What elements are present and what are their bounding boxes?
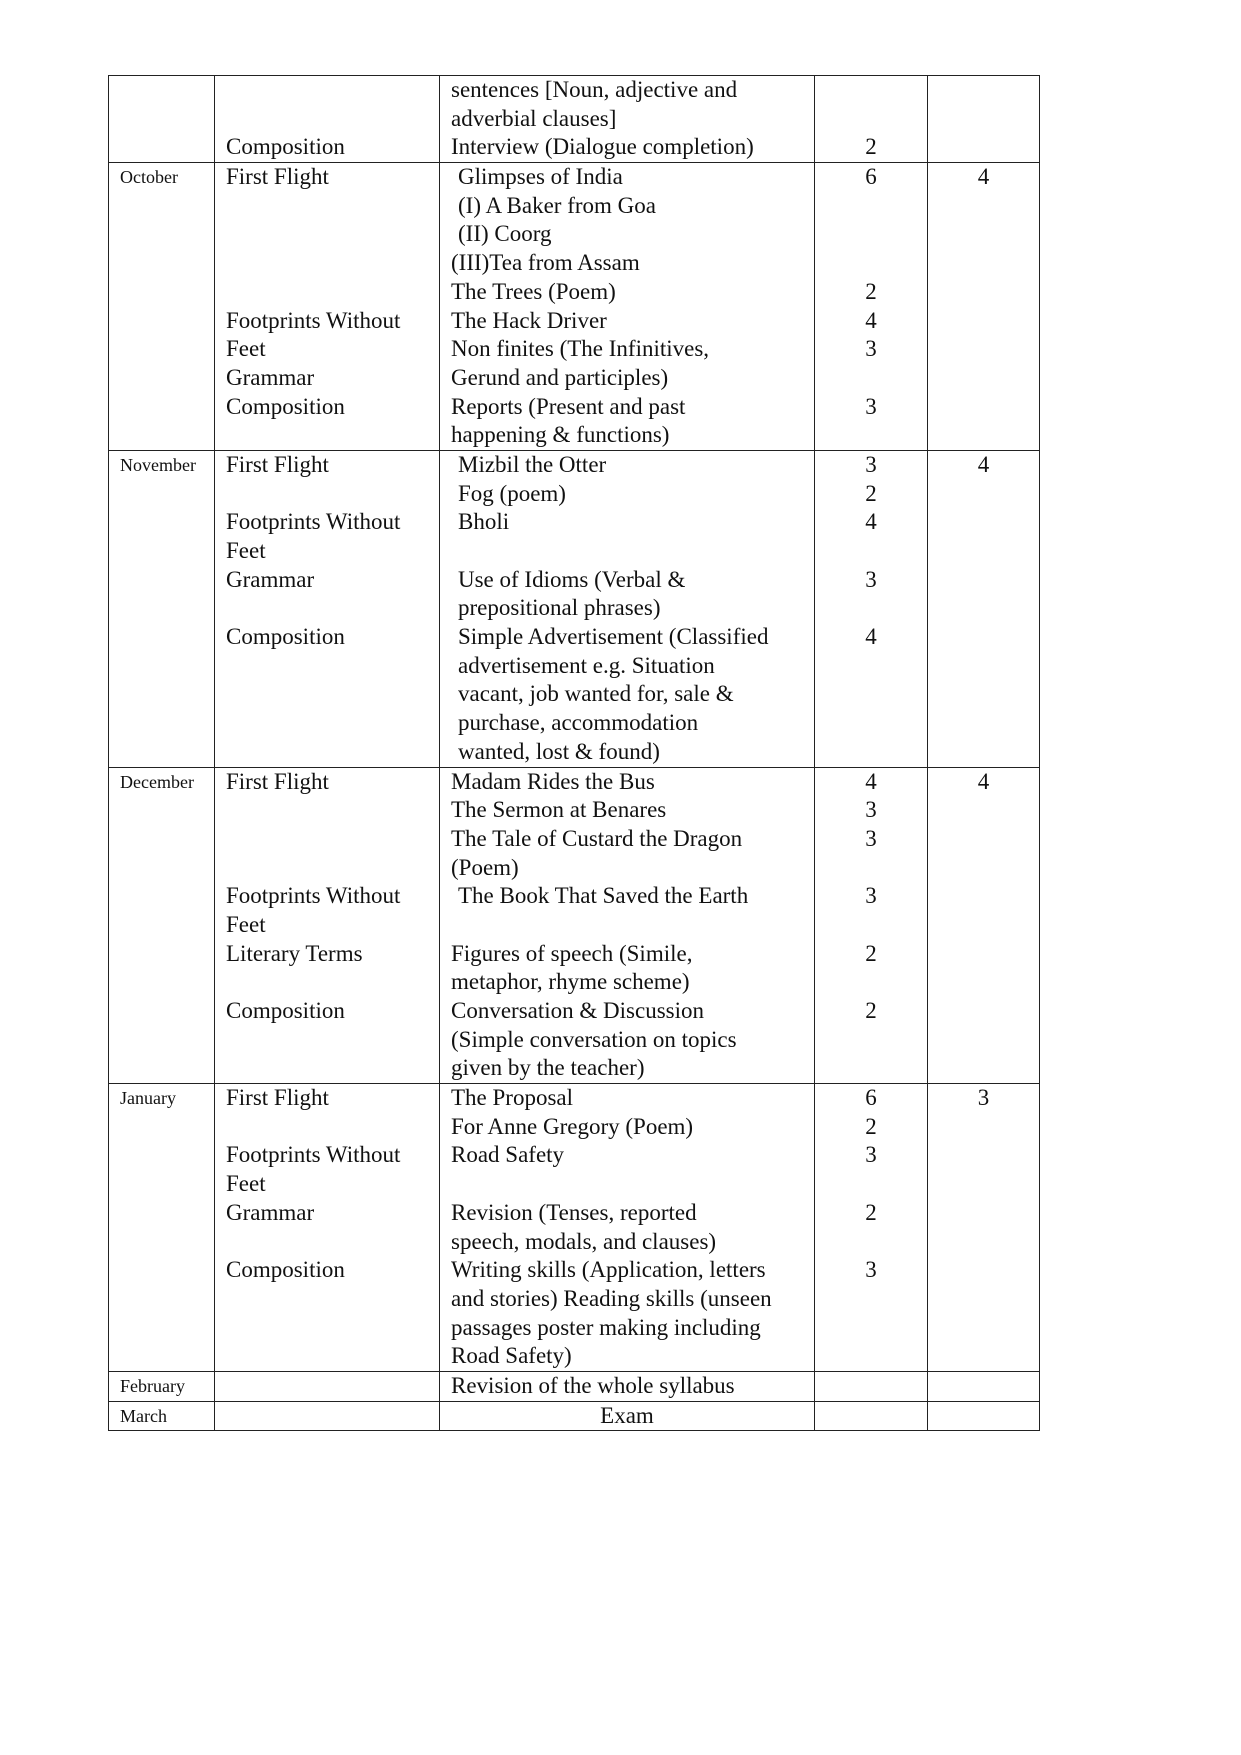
- topic-text: The Proposal: [451, 1085, 574, 1111]
- book-label: Literary Terms: [226, 940, 363, 966]
- periods-value: 3: [865, 797, 877, 823]
- book-label: [215, 968, 439, 997]
- month-label: November: [120, 454, 196, 475]
- topic-cell: [440, 1084, 815, 1372]
- book-label: Composition: [226, 393, 345, 419]
- book-label: Footprints Without: [226, 307, 401, 333]
- book-label: [215, 192, 439, 221]
- periods-value: 4: [865, 768, 877, 794]
- topic-text: Reports (Present and past: [451, 393, 686, 419]
- book-label: [215, 278, 439, 307]
- topic-text: passages poster making including: [451, 1314, 761, 1340]
- weeks-cell: [928, 450, 1040, 767]
- book-label: [215, 1342, 439, 1371]
- weeks-value: [928, 76, 1039, 105]
- topic-text: purchase, accommodation: [458, 710, 699, 736]
- periods-value: [815, 220, 927, 249]
- book-label: Composition: [226, 998, 345, 1023]
- book-label: [215, 680, 439, 709]
- book-label: First Flight: [226, 164, 329, 190]
- month-cell: [109, 450, 215, 767]
- book-label: Feet: [226, 336, 266, 362]
- periods-value: 2: [865, 134, 877, 160]
- table-row: [109, 450, 1040, 767]
- periods-value: 4: [865, 624, 877, 650]
- periods-value: [815, 105, 927, 134]
- topic-text: Mizbil the Otter: [458, 451, 607, 477]
- topic-text: speech, modals, and clauses): [451, 1228, 717, 1254]
- topic-text: Bholi: [458, 509, 510, 535]
- book-label: Footprints Without: [226, 1142, 401, 1168]
- periods-value: 3: [865, 1142, 877, 1168]
- periods-value: 2: [865, 1199, 877, 1225]
- topic-text: (I) A Baker from Goa: [458, 192, 656, 218]
- topic-text: Gerund and participles): [451, 364, 669, 390]
- weeks-cell: [928, 1371, 1040, 1401]
- periods-value: 2: [865, 480, 877, 506]
- periods-value: 2: [865, 940, 877, 966]
- book-cell: [215, 163, 440, 451]
- periods-value: [815, 680, 927, 709]
- book-label: [215, 1113, 439, 1142]
- weeks-cell: [928, 1084, 1040, 1372]
- topic-cell: [440, 76, 815, 163]
- periods-value: [815, 968, 927, 997]
- book-label: [215, 220, 439, 249]
- book-label: Feet: [226, 911, 266, 937]
- topic-text: The Book That Saved the Earth: [458, 883, 749, 909]
- book-label: Grammar: [226, 566, 315, 592]
- book-label: Composition: [226, 1257, 345, 1283]
- periods-value: 3: [865, 1257, 877, 1283]
- topic-text: Figures of speech (Simile,: [451, 940, 693, 966]
- weeks-value: 3: [977, 1085, 990, 1111]
- periods-value: [815, 1285, 927, 1314]
- book-label: Composition: [226, 624, 345, 650]
- book-label: Feet: [226, 1171, 266, 1197]
- topic-text: [440, 911, 814, 940]
- periods-value: [815, 709, 927, 738]
- month-label: [120, 76, 214, 105]
- periods-value: [815, 1026, 927, 1055]
- periods-value: [815, 1054, 927, 1083]
- table-row: [109, 1401, 1040, 1431]
- month-cell: [109, 1084, 215, 1372]
- periods-value: 4: [865, 307, 877, 333]
- book-label: [215, 709, 439, 738]
- periods-value: [815, 1170, 927, 1199]
- book-cell: [215, 1371, 440, 1401]
- topic-text: Writing skills (Application, letters: [451, 1257, 766, 1283]
- topic-text: The Trees (Poem): [451, 278, 616, 304]
- book-label: Grammar: [226, 364, 315, 390]
- periods-value: 2: [865, 998, 877, 1023]
- periods-value: [815, 192, 927, 221]
- book-label: Footprints Without: [226, 509, 401, 535]
- topic-text: (Poem): [451, 854, 519, 880]
- topic-text: given by the teacher): [451, 1055, 645, 1081]
- periods-cell: [815, 450, 928, 767]
- book-label: [215, 1026, 439, 1055]
- periods-value: 6: [865, 1085, 877, 1111]
- topic-text: [440, 537, 814, 566]
- book-label: [215, 105, 439, 134]
- topic-text: Revision (Tenses, reported: [451, 1199, 697, 1225]
- periods-value: [815, 76, 927, 105]
- periods-value: [815, 1228, 927, 1257]
- book-label: [215, 1228, 439, 1257]
- topic-text: advertisement e.g. Situation: [458, 652, 715, 678]
- topic-cell: [440, 767, 815, 1084]
- topic-text: Conversation & Discussion: [451, 998, 704, 1023]
- periods-value: 3: [865, 451, 877, 477]
- topic-cell: [440, 1371, 815, 1401]
- periods-value: [815, 738, 927, 767]
- book-label: [215, 1372, 439, 1401]
- topic-text: prepositional phrases): [458, 595, 661, 621]
- topic-text: Glimpses of India: [458, 164, 623, 190]
- syllabus-body: [109, 76, 1040, 1431]
- book-label: [215, 421, 439, 450]
- topic-text: Interview (Dialogue completion): [451, 134, 754, 160]
- periods-cell: [815, 1371, 928, 1401]
- topic-text: sentences [Noun, adjective and: [451, 77, 738, 102]
- topic-text: vacant, job wanted for, sale &: [458, 681, 734, 707]
- book-label: [215, 1054, 439, 1083]
- periods-value: [815, 1314, 927, 1343]
- book-label: [215, 1285, 439, 1314]
- periods-value: 3: [865, 566, 877, 592]
- book-cell: [215, 767, 440, 1084]
- book-label: [215, 854, 439, 883]
- periods-value: 6: [865, 164, 877, 190]
- weeks-cell: [928, 1401, 1040, 1431]
- topic-text: happening & functions): [451, 422, 670, 448]
- topic-text: (Simple conversation on topics: [451, 1026, 737, 1052]
- weeks-value: 4: [977, 451, 990, 477]
- book-label: First Flight: [226, 451, 329, 477]
- topic-text: Fog (poem): [458, 480, 566, 506]
- weeks-cell: [928, 767, 1040, 1084]
- topic-text: The Hack Driver: [451, 307, 607, 333]
- weeks-value: [928, 1372, 1039, 1401]
- periods-cell: [815, 767, 928, 1084]
- topic-text: Road Safety: [451, 1142, 565, 1168]
- topic-text: Use of Idioms (Verbal &: [458, 566, 686, 592]
- topic-text: [440, 1170, 814, 1199]
- topic-text: Simple Advertisement (Classified: [458, 624, 769, 650]
- syllabus-table: [108, 75, 1040, 1431]
- periods-value: 2: [865, 278, 877, 304]
- periods-value: 3: [865, 336, 877, 362]
- book-cell: [215, 1401, 440, 1431]
- book-label: First Flight: [226, 768, 329, 794]
- periods-value: [815, 854, 927, 883]
- book-label: Composition: [226, 134, 345, 160]
- periods-value: 2: [865, 1113, 877, 1139]
- book-label: Feet: [226, 538, 266, 563]
- weeks-value: 4: [977, 164, 990, 190]
- table-row: [109, 767, 1040, 1084]
- table-row: [109, 1371, 1040, 1401]
- topic-text: (II) Coorg: [458, 221, 552, 247]
- book-label: [215, 796, 439, 825]
- periods-value: [815, 421, 927, 450]
- month-cell: [109, 76, 215, 163]
- weeks-cell: [928, 76, 1040, 163]
- weeks-value: [928, 1402, 1039, 1431]
- book-label: [215, 76, 439, 105]
- book-label: [215, 480, 439, 509]
- topic-text: For Anne Gregory (Poem): [451, 1113, 694, 1139]
- periods-value: [815, 249, 927, 278]
- table-row: [109, 76, 1040, 163]
- book-label: Grammar: [226, 1199, 315, 1225]
- month-label: December: [120, 771, 194, 792]
- periods-value: [815, 537, 927, 566]
- weeks-cell: [928, 163, 1040, 451]
- periods-value: [815, 1402, 927, 1431]
- topic-text: Revision of the whole syllabus: [451, 1372, 735, 1398]
- topic-text: (III)Tea from Assam: [451, 250, 640, 276]
- periods-value: [815, 1342, 927, 1371]
- book-label: [215, 652, 439, 681]
- periods-value: 3: [865, 393, 877, 419]
- topic-text: Non finites (The Infinitives,: [451, 336, 710, 362]
- book-label: [215, 825, 439, 854]
- topic-text: wanted, lost & found): [458, 738, 660, 764]
- periods-cell: [815, 76, 928, 163]
- book-cell: [215, 76, 440, 163]
- weeks-value: 4: [977, 768, 990, 794]
- book-label: [215, 249, 439, 278]
- topic-text: adverbial clauses]: [451, 105, 617, 131]
- month-label: February: [120, 1375, 185, 1396]
- book-label: [215, 1402, 439, 1431]
- book-label: [215, 1314, 439, 1343]
- topic-cell: [440, 450, 815, 767]
- periods-cell: [815, 1401, 928, 1431]
- book-label: [215, 738, 439, 767]
- topic-text: and stories) Reading skills (unseen: [451, 1285, 772, 1311]
- table-row: [109, 1084, 1040, 1372]
- periods-value: 3: [865, 825, 877, 851]
- periods-value: [815, 594, 927, 623]
- book-label: Footprints Without: [226, 883, 401, 909]
- periods-value: [815, 364, 927, 393]
- periods-cell: [815, 163, 928, 451]
- topic-text: The Sermon at Benares: [451, 797, 667, 823]
- book-label: First Flight: [226, 1085, 329, 1111]
- table-row: [109, 163, 1040, 451]
- topic-text: Exam: [600, 1402, 654, 1428]
- book-cell: [215, 450, 440, 767]
- periods-value: [815, 652, 927, 681]
- book-cell: [215, 1084, 440, 1372]
- month-cell: [109, 163, 215, 451]
- month-cell: [109, 1371, 215, 1401]
- periods-value: [815, 1372, 927, 1401]
- month-label: October: [120, 167, 178, 188]
- periods-value: 3: [865, 883, 877, 909]
- month-label: January: [120, 1088, 176, 1109]
- topic-text: Madam Rides the Bus: [451, 768, 655, 794]
- periods-value: [815, 911, 927, 940]
- topic-cell: [440, 1401, 815, 1431]
- periods-value: 4: [865, 509, 877, 535]
- topic-text: Road Safety): [451, 1343, 572, 1369]
- month-cell: [109, 767, 215, 1084]
- book-label: [215, 594, 439, 623]
- periods-cell: [815, 1084, 928, 1372]
- month-cell: [109, 1401, 215, 1431]
- month-label: March: [120, 1405, 167, 1426]
- topic-text: The Tale of Custard the Dragon: [451, 825, 743, 851]
- topic-text: metaphor, rhyme scheme): [451, 969, 690, 995]
- topic-cell: [440, 163, 815, 451]
